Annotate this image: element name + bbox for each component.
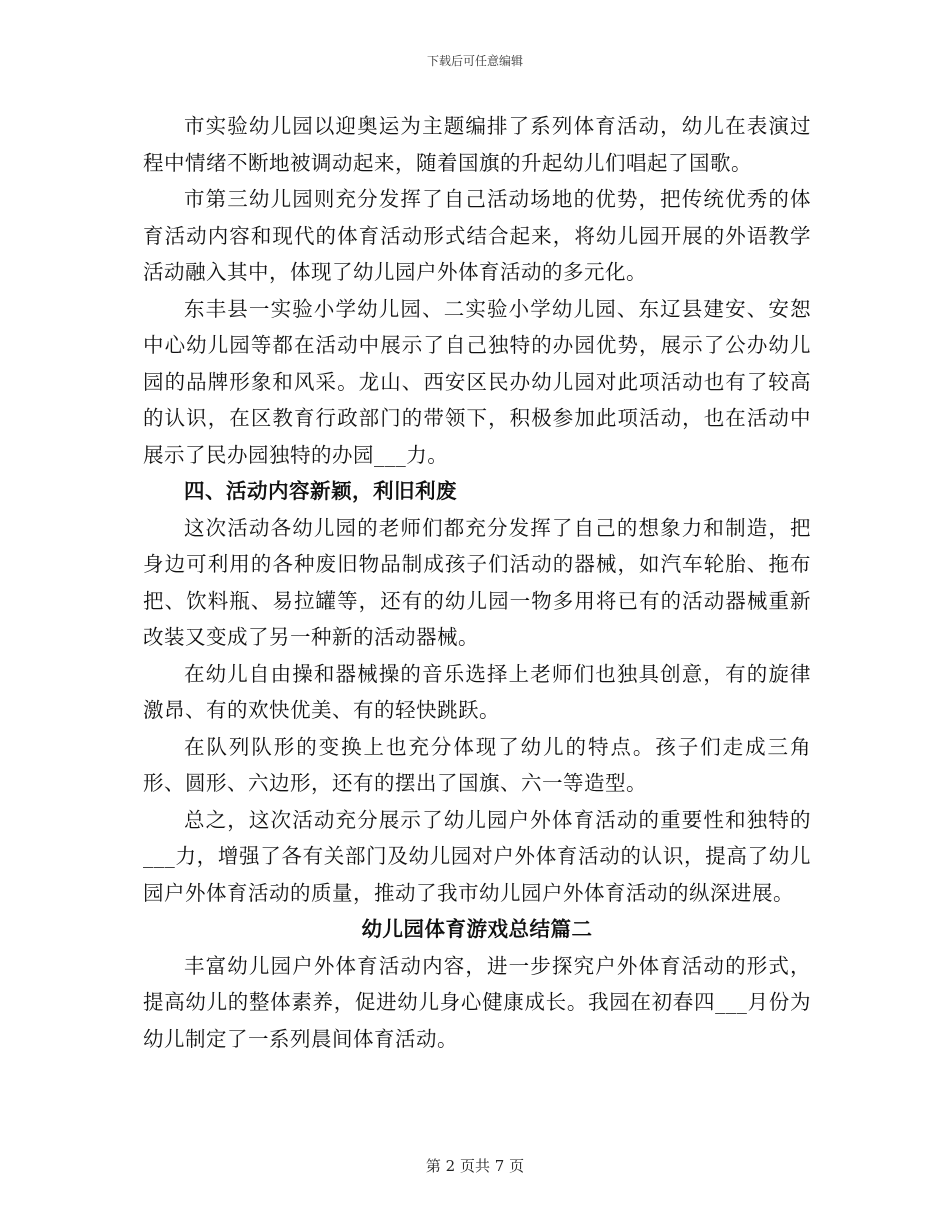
- paragraph: 丰富幼儿园户外体育活动内容，进一步探究户外体育活动的形式，提高幼儿的整体素养，促进幼儿身心健康成长。我园在初春四___月份为幼儿制定了一系列晨间体育活动。: [143, 953, 811, 1051]
- paragraph: 市实验幼儿园以迎奥运为主题编排了系列体育活动，幼儿在表演过程中情绪不断地被调动起来，随着国旗的升起幼儿们唱起了国歌。: [143, 114, 811, 175]
- paragraph: 东丰县一实验小学幼儿园、二实验小学幼儿园、东辽县建安、安恕中心幼儿园等都在活动中展示了自己独特的办园优势，展示了公办幼儿园的品牌形象和风采。龙山、西安区民办幼儿园对此项活动也有了较高的认识，在区教育行政部门的带领下，积极参加此项活动，也在活动中展示了民办园独特的办园___力。: [143, 296, 811, 467]
- article-title: 幼儿园体育游戏总结篇二: [361, 917, 593, 941]
- page-header: 下载后可任意编辑: [426, 54, 523, 68]
- page-number: 第 2 页共 7 页: [425, 1157, 525, 1175]
- paragraph: 这次活动各幼儿园的老师们都充分发挥了自己的想象力和制造，把身边可利用的各种废旧物品制成孩子们活动的器械，如汽车轮胎、拖布把、饮料瓶、易拉罐等，还有的幼儿园一物多用将已有的活动器械重新改装又变成了另一种新的活动器械。: [143, 515, 811, 649]
- paragraph: 在队列队形的变换上也充分体现了幼儿的特点。孩子们走成三角形、圆形、六边形，还有的摆出了国旗、六一等造型。: [143, 734, 811, 795]
- paragraph: 总之，这次活动充分展示了幼儿园户外体育活动的重要性和独特的___力，增强了各有关部门及幼儿园对户外体育活动的认识，提高了幼儿园户外体育活动的质量，推动了我市幼儿园户外体育活动的纵深进展。: [143, 807, 811, 905]
- paragraph: 市第三幼儿园则充分发挥了自己活动场地的优势，把传统优秀的体育活动内容和现代的体育活动形式结合起来，将幼儿园开展的外语教学活动融入其中，体现了幼儿园户外体育活动的多元化。: [143, 187, 811, 284]
- section-heading: 四、活动内容新颖，利旧利废: [184, 479, 457, 503]
- document-body: [143, 108, 811, 1057]
- paragraph: 在幼儿自由操和器械操的音乐选择上老师们也独具创意，有的旋律激昂、有的欢快优美、有的轻快跳跃。: [143, 661, 811, 722]
